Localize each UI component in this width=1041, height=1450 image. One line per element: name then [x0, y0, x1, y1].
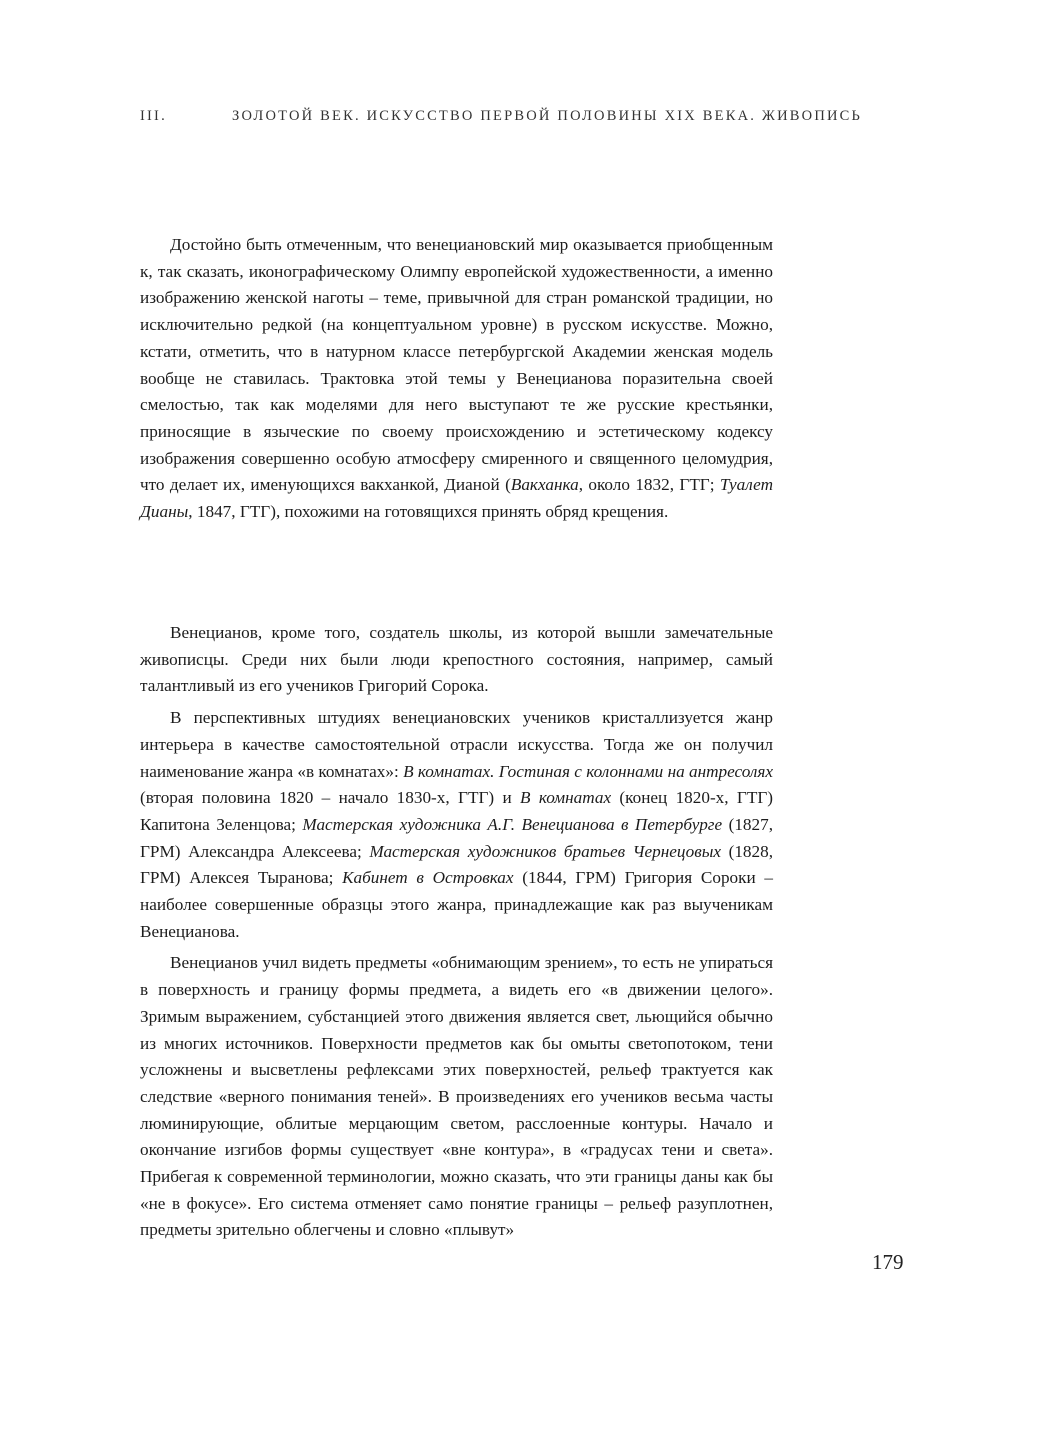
artwork-title: В комнатах: [519, 788, 612, 808]
paragraph-text: , около 1832, ГТГ;: [578, 475, 720, 495]
paragraph-nude-theme: [140, 232, 773, 526]
paragraph-text: Венецианов учил видеть предметы «обнимающим зрением», то есть не упираться в поверхность и границу формы предмета, а видеть его «в движении целого». Зримым выражением, субстанцией этого движения является свет, льющийся обычно из многих источников. Поверхности предметов как бы омыты светопотоком, тени усложнены и высветлены рефлексами этих поверхностей, рельеф трактуется как следствие «верного понимания теней». В произведениях его учеников весьма часты люминирующие, облитые мерцающим светом, расслоенные контуры. Начало и окончание изгибов формы существует «вне контура», в «градусах тени и света». Прибегая к современной терминологии, можно сказать, что эти границы даны как бы «не в фокусе». Его система отменяет само понятие границы – рельеф разуплотнен, предметы зрительно облегчены и словно «плывут»: [140, 953, 773, 1240]
paragraph-text: (вторая половина 1820 – начало 1830-х, ГТГ) и: [140, 788, 520, 808]
paragraph-text: , 1847, ГТГ), похожими на готовящихся принять обряд крещения.: [188, 502, 669, 522]
artwork-title: В комнатах. Гостиная с колоннами на антресолях: [403, 761, 774, 781]
artwork-title: Мастерская художников братьев Чернецовых: [369, 841, 722, 861]
paragraph-text: (1828, ГРМ) Алексея Тыранова;: [140, 841, 773, 888]
section-title: ЗОЛОТОЙ ВЕК. ИСКУССТВО ПЕРВОЙ ПОЛОВИНЫ XIX ВЕКА. ЖИВОПИСЬ: [232, 108, 863, 124]
artwork-title: Кабинет в Островках: [342, 868, 514, 888]
artwork-title: Мастерская художника А.Г. Венецианова в Петербурге: [302, 814, 723, 834]
paragraph-text: В перспективных штудиях венециановских учеников кристаллизуется жанр интерьера в качестве самостоятельной отрасли искусства. Тогда же он получил наименование жанра «в комнатах»:: [140, 708, 773, 781]
paragraph-text: Венецианов, кроме того, создатель школы, из которой вышли замечательные живописцы. Среди них были люди крепостного состояния, например, самый талантливый из его учеников Григорий Сорока.: [140, 623, 773, 696]
paragraph-vision: [140, 950, 773, 1244]
paragraph-text: (1844, ГРМ) Григория Сороки – наиболее совершенные образцы этого жанра, принадлежащие как раз выученикам Венецианова.: [140, 868, 773, 941]
paragraph-school: [140, 620, 773, 700]
artwork-title: Вакханка: [510, 475, 579, 495]
paragraph-interior-genre: [140, 705, 773, 945]
section-number: III.: [140, 108, 167, 124]
text-block-bottom: [140, 620, 773, 1244]
paragraph-text: Достойно быть отмеченным, что венециановский мир оказывается приобщенным к, так сказать, иконографическому Олимпу европейской художественности, а именно изображению женской наготы – теме, привычной для стран романской традиции, но исключительно редкой (на концептуальном уровне) в русском искусстве. Можно, кстати, отметить, что в натурном классе петербургской Академии женская модель вообще не ставилась. Трактовка этой темы у Венецианова поразительна своей смелостью, так как моделями для него выступают те же русские крестьянки, приносящие в языческие по своему происхождению и эстетическому кодексу изображения совершенно особую атмосферу смиренного и священного целомудрия, что делает их, именующихся вакханкой, Дианой (: [140, 235, 773, 495]
running-head: [140, 108, 910, 132]
artwork-title: Туалет Дианы: [140, 475, 773, 522]
text-block-top: [140, 232, 773, 526]
paragraph-text: (1827, ГРМ) Александра Алексеева;: [140, 814, 773, 861]
page-number: 179: [872, 1250, 904, 1274]
paragraph-text: (конец 1820-х, ГТГ) Капитона Зеленцова;: [140, 788, 773, 834]
